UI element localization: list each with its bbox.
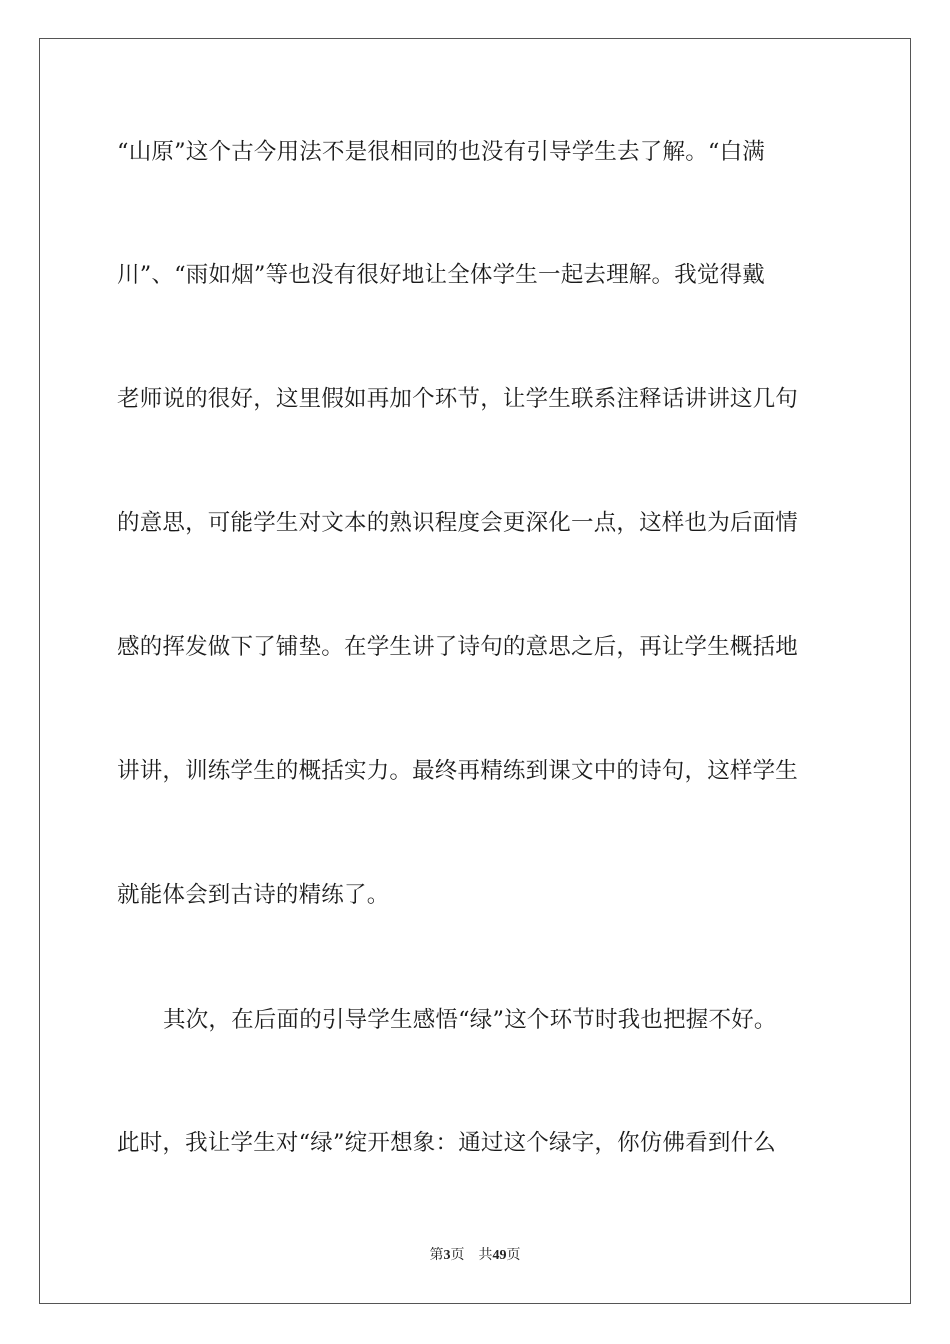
- text-line-7: 就能体会到古诗的精练了。: [117, 882, 390, 908]
- text-line-8-paragraph-start: 其次，在后面的引导学生感悟“绿”这个环节时我也把握不好。: [163, 1007, 777, 1033]
- text-line-5: 感的挥发做下了铺垫。在学生讲了诗句的意思之后，再让学生概括地: [117, 634, 799, 660]
- page-suffix: 页: [450, 1248, 465, 1263]
- text-line-4: 的意思，可能学生对文本的熟识程度会更深化一点，这样也为后面情: [117, 510, 799, 536]
- text-line-9: 此时，我让学生对“绿”绽开想象：通过这个绿字，你仿佛看到什么: [117, 1130, 777, 1156]
- page-footer: [0, 1247, 950, 1265]
- total-prefix: 共: [478, 1248, 493, 1263]
- page-prefix: 第: [429, 1248, 444, 1263]
- total-suffix: 页: [506, 1248, 521, 1263]
- text-line-3: 老师说的很好，这里假如再加个环节，让学生联系注释话讲讲这几句: [117, 386, 799, 412]
- page-border: [39, 38, 911, 1304]
- text-line-1: “山原”这个古今用法不是很相同的也没有引导学生去了解。“白满: [117, 139, 766, 165]
- total-pages: 49: [492, 1248, 507, 1263]
- text-line-2: 川”、“雨如烟”等也没有很好地让全体学生一起去理解。我觉得戴: [117, 262, 766, 288]
- text-line-6: 讲讲，训练学生的概括实力。最终再精练到课文中的诗句，这样学生: [117, 758, 799, 784]
- page-number: 3: [443, 1248, 451, 1263]
